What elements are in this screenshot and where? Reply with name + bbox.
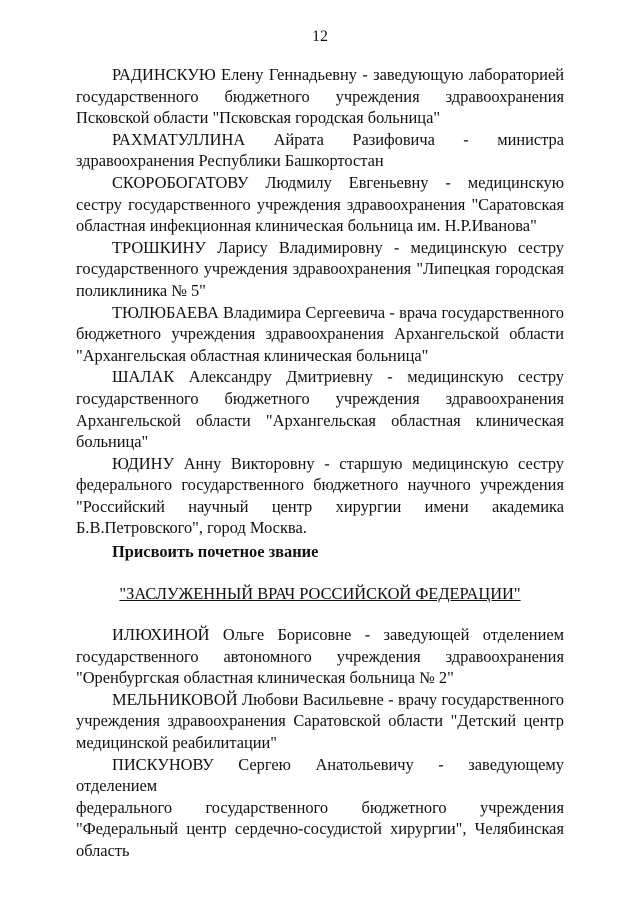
nominee-list <box>76 64 564 539</box>
nominee-position: федерального государственного бюджетного учреждения "Федеральный центр сердечно-сосудистой хирургии", Челябинская область <box>76 797 564 860</box>
nominee-entry <box>76 453 564 539</box>
nominee-entry <box>76 366 564 452</box>
nominee-name-line: ЮДИНУ Анну Викторовну - старшую медицинскую сестру <box>112 453 564 473</box>
nominee-entry <box>76 172 564 237</box>
nominee-position: сестру государственного учреждения здравоохранения "Саратовская областная инфекционная клиническая больница им. Н.Р.Иванова" <box>76 194 564 236</box>
nominee-entry <box>76 689 564 754</box>
nominee-entry <box>76 64 564 129</box>
nominee-entry <box>76 237 564 302</box>
nominee-name-line: ТЮЛЮБАЕВА Владимира Сергеевича - врача государственного <box>112 302 564 322</box>
nominee-name-line: РАДИНСКУЮ Елену Геннадьевну - заведующую лабораторией <box>112 65 564 84</box>
nominee-name-line: РАХМАТУЛЛИНА Айрата Разифовича - министра <box>112 129 564 149</box>
nominee-name-line: ИЛЮХИНОЙ Ольге Борисовне - заведующей отделением <box>112 625 564 644</box>
nominee-name-line: ШАЛАК Александру Дмитриевну - медицинскую сестру <box>112 367 564 387</box>
nominee-entry <box>76 302 564 367</box>
nominee-name-line: ПИСКУНОВУ Сергею Анатольевичу - заведующему отделением <box>76 754 564 796</box>
nominee-name-line: МЕЛЬНИКОВОЙ Любови Васильевне - врачу государственного <box>112 689 564 709</box>
nominee-entry <box>76 754 564 862</box>
nominee-entry <box>76 624 564 689</box>
award-title: "ЗАСЛУЖЕННЫЙ ВРАЧ РОССИЙСКОЙ ФЕДЕРАЦИИ" <box>119 584 521 603</box>
nominee-name-line: СКОРОБОГАТОВУ Людмилу Евгеньевну - медицинскую <box>112 172 564 192</box>
nominee-position: здравоохранения Республики Башкортостан <box>76 151 384 171</box>
nominee-position: государственного бюджетного учреждения здравоохранения Псковской области "Псковская городская больница" <box>76 86 564 128</box>
nominee-position: бюджетного учреждения здравоохранения Архангельской области "Архангельская областная клиническая больница" <box>76 324 564 365</box>
nominee-position: государственного бюджетного учреждения здравоохранения Архангельской области "Архангельская областная клиническая больница" <box>76 388 564 452</box>
nominee-position: государственного автономного учреждения здравоохранения "Оренбургская областная клиническая больница № 2" <box>76 646 564 688</box>
page-number: 12 <box>312 28 328 45</box>
award-intro-heading: Присвоить почетное звание <box>112 542 319 561</box>
nominee-position: федерального государственного бюджетного научного учреждения "Российский научный центр хирургии имени академика Б.В.Петровского", город Москва. <box>76 475 564 538</box>
award-nominee-list <box>76 624 564 862</box>
nominee-name-line: ТРОШКИНУ Ларису Владимировну - медицинскую сестру <box>112 237 564 257</box>
nominee-entry <box>76 129 564 172</box>
nominee-position: государственного учреждения здравоохранения "Липецкая городская поликлиника № 5" <box>76 259 564 300</box>
nominee-position: учреждения здравоохранения Саратовской области "Детский центр медицинской реабилитации" <box>76 711 564 752</box>
